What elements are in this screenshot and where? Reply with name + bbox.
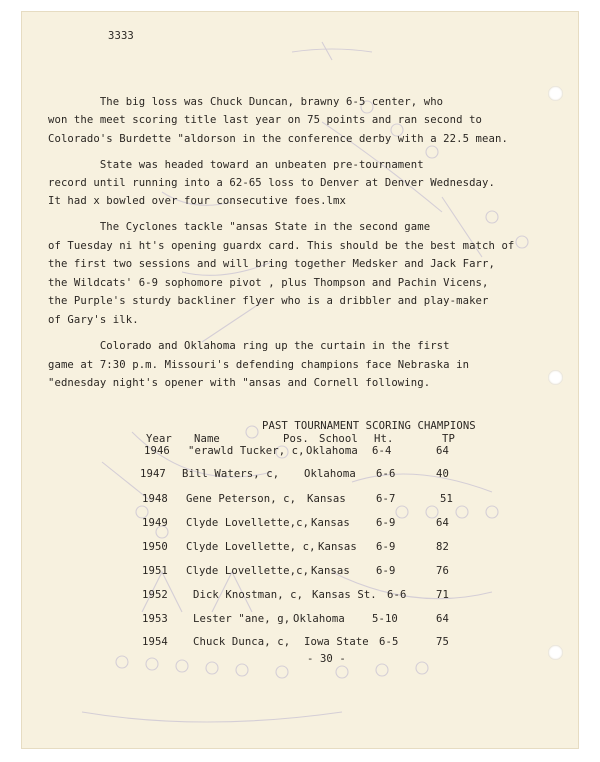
- document-page: [22, 12, 578, 748]
- cell-tp: 75: [436, 636, 449, 648]
- header-pos: Pos.: [283, 433, 309, 445]
- header-ht: Ht.: [374, 433, 394, 445]
- cell-tp: 64: [436, 613, 449, 625]
- cell-school: Oklahoma: [293, 613, 345, 625]
- cell-ht: 6-7: [376, 493, 396, 505]
- cell-year: 1953: [142, 613, 168, 625]
- cell-school: Oklahoma: [306, 445, 358, 457]
- cell-tp: 82: [436, 541, 449, 553]
- cell-year: 1950: [142, 541, 168, 553]
- cell-tp: 76: [436, 565, 449, 577]
- cell-name: Gene Peterson, c,: [186, 493, 297, 505]
- punch-hole: [548, 86, 563, 101]
- cell-name: Lester "ane, g,: [193, 613, 291, 625]
- text-line: record until running into a 62-65 loss to Denver at Denver Wednesday.: [48, 177, 495, 189]
- text-line: the first two sessions and will bring together Medsker and Jack Farr,: [48, 258, 495, 270]
- text-line: The big loss was Chuck Duncan, brawny 6-5 center, who: [48, 96, 444, 108]
- cell-name: Clyde Lovellette,c,: [186, 565, 310, 577]
- cell-ht: 6-6: [387, 589, 407, 601]
- cell-tp: 64: [436, 517, 449, 529]
- header-tp: TP: [442, 433, 455, 445]
- cell-name: Clyde Lovellette, c,: [186, 541, 316, 553]
- cell-year: 1954: [142, 636, 168, 648]
- table-title: PAST TOURNAMENT SCORING CHAMPIONS: [262, 420, 476, 432]
- cell-school: Iowa State: [304, 636, 369, 648]
- cell-ht: 6-4: [372, 445, 392, 457]
- cell-ht: 6-9: [376, 541, 396, 553]
- cell-school: Kansas: [311, 517, 350, 529]
- cell-tp: 40: [436, 468, 449, 480]
- cell-year: 1952: [142, 589, 168, 601]
- punch-hole: [548, 370, 563, 385]
- cell-year: 1949: [142, 517, 168, 529]
- cell-year: 1951: [142, 565, 168, 577]
- text-line: won the meet scoring title last year on 75 points and ran second to: [48, 114, 483, 126]
- cell-name: "erawld Tucker, c,: [188, 445, 305, 457]
- text-line: The Cyclones tackle "ansas State in the second game: [48, 221, 431, 233]
- cell-name: Chuck Dunca, c,: [193, 636, 291, 648]
- cell-ht: 6-6: [376, 468, 396, 480]
- text-line: game at 7:30 p.m. Missouri's defending champions face Nebraska in: [48, 359, 470, 371]
- cell-tp: 51: [440, 493, 453, 505]
- cell-school: Oklahoma: [304, 468, 356, 480]
- cell-year: 1946: [144, 445, 170, 457]
- text-line: State was headed toward an unbeaten pre-tournament: [48, 159, 424, 171]
- cell-name: Dick Knostman, c,: [193, 589, 304, 601]
- cell-ht: 6-5: [379, 636, 399, 648]
- cell-year: 1948: [142, 493, 168, 505]
- cell-tp: 64: [436, 445, 449, 457]
- cell-ht: 6-9: [376, 517, 396, 529]
- page-code: 3333: [108, 30, 134, 42]
- text-line: Colorado's Burdette "aldorson in the conference derby with a 22.5 mean.: [48, 133, 508, 145]
- cell-tp: 71: [436, 589, 449, 601]
- cell-name: Bill Waters, c,: [182, 468, 280, 480]
- text-line: Colorado and Oklahoma ring up the curtain in the first: [48, 340, 450, 352]
- cell-ht: 6-9: [376, 565, 396, 577]
- text-line: It had x bowled over four consecutive foes.lmx: [48, 195, 346, 207]
- cell-school: Kansas St.: [312, 589, 377, 601]
- cell-ht: 5-10: [372, 613, 398, 625]
- page-number: - 30 -: [307, 653, 346, 665]
- text-line: the Wildcats' 6-9 sophomore pivot , plus Thompson and Pachin Vicens,: [48, 277, 489, 289]
- text-line: of Tuesday ni ht's opening guardx card. This should be the best match of: [48, 240, 515, 252]
- punch-hole: [548, 645, 563, 660]
- header-school: School: [319, 433, 358, 445]
- text-line: the Purple's sturdy backliner flyer who is a dribbler and play-maker: [48, 295, 489, 307]
- cell-school: Kansas: [307, 493, 346, 505]
- cell-school: Kansas: [311, 565, 350, 577]
- text-line: of Gary's ilk.: [48, 314, 139, 326]
- cell-name: Clyde Lovellette,c,: [186, 517, 310, 529]
- cell-school: Kansas: [318, 541, 357, 553]
- header-name: Name: [194, 433, 220, 445]
- header-year: Year: [146, 433, 172, 445]
- text-line: "ednesday night's opener with "ansas and Cornell following.: [48, 377, 431, 389]
- cell-year: 1947: [140, 468, 166, 480]
